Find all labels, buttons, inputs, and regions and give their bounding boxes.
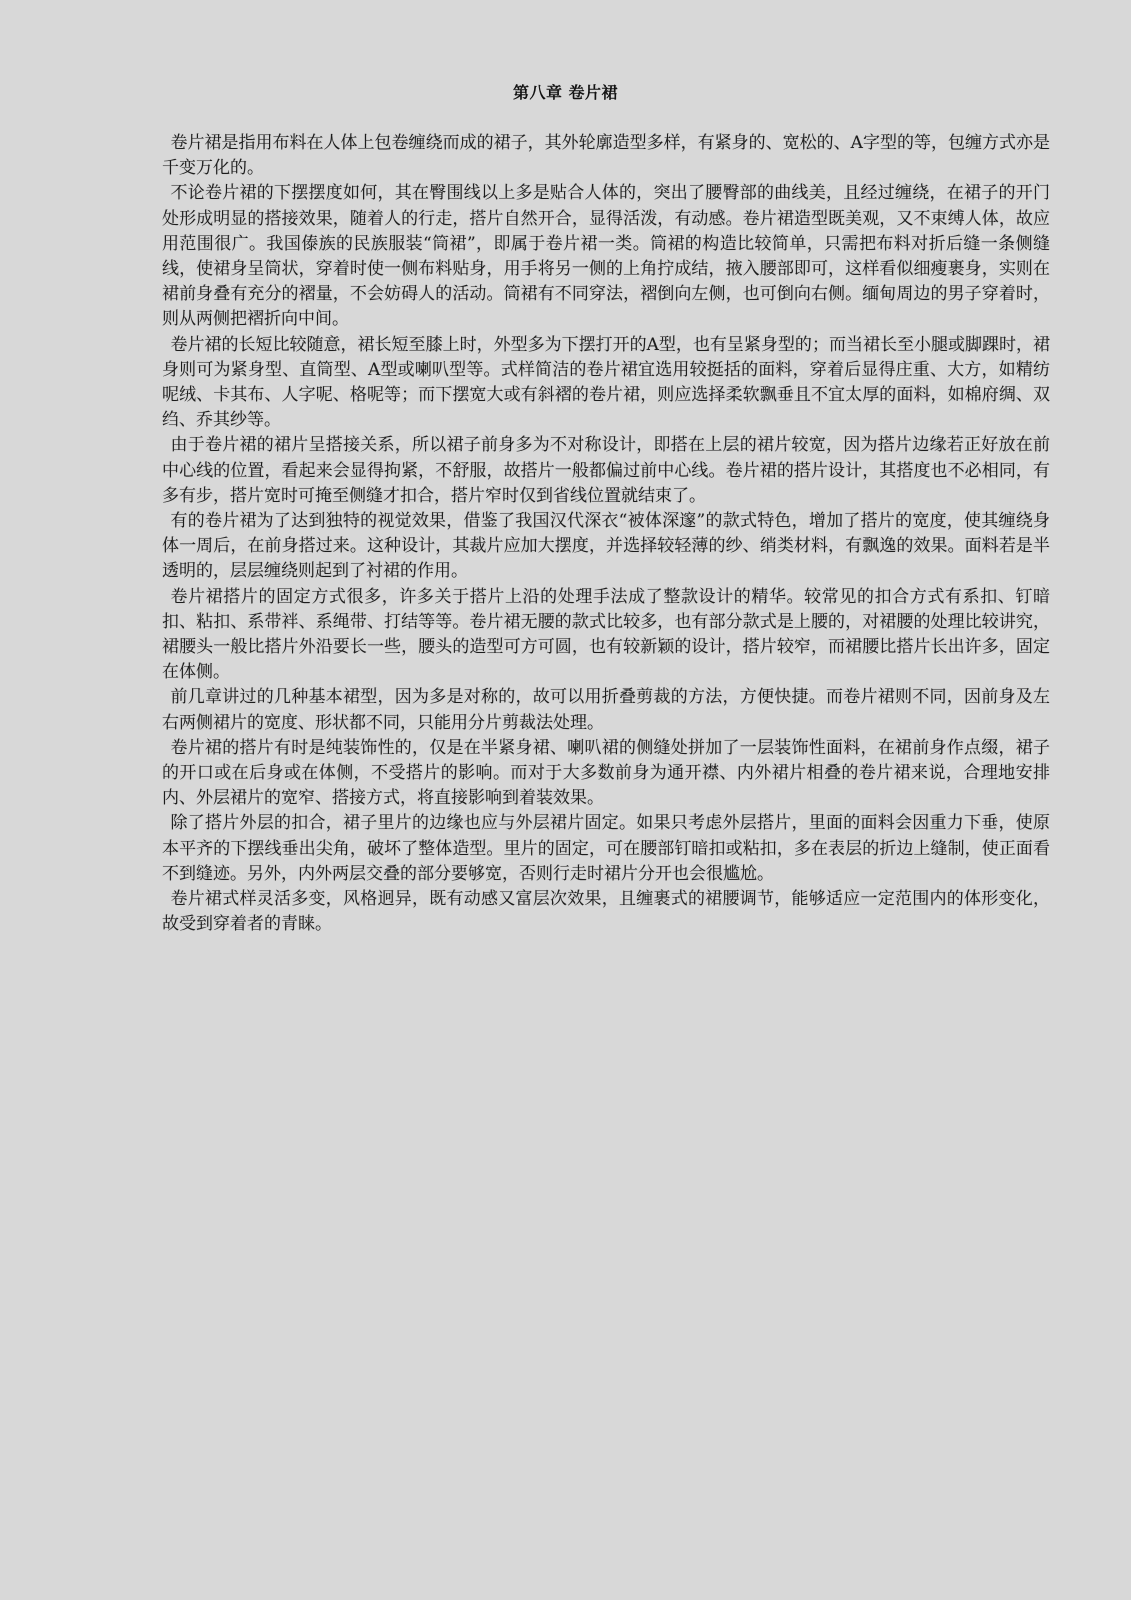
paragraph: 由于卷片裙的裙片呈搭接关系，所以裙子前身多为不对称设计，即搭在上层的裙片较宽，因为搭片边缘若正好放在前中心线的位置，看起来会显得拘紧，不舒服，故搭片一般都偏过前中心线。卷片裙的搭片设计，其搭度也不必相同，有多有步，搭片宽时可掩至侧缝才扣合，搭片窄时仅到省线位置就结束了。 [162,435,1050,506]
paragraph: 前几章讲过的几种基本裙型，因为多是对称的，故可以用折叠剪裁的方法，方便快捷。而卷片裙则不同，因前身及左右两侧裙片的宽度、形状都不同，只能用分片剪裁法处理。 [162,687,1050,733]
paragraph: 卷片裙式样灵活多变，风格迥异，既有动感又富层次效果，且缠裹式的裙腰调节，能够适应一定范围内的体形变化，故受到穿着者的青睐。 [162,889,1050,935]
paragraph: 不论卷片裙的下摆摆度如何，其在臀围线以上多是贴合人体的，突出了腰臀部的曲线美，且经过缠绕，在裙子的开门处形成明显的搭接效果，随着人的行走，搭片自然开合，显得活泼，有动感。卷片裙造型既美观，又不束缚人体，故应用范围很广。我国傣族的民族服装“筒裙”，即属于卷片裙一类。筒裙的构造比较简单，只需把布料对折后缝一条侧缝线，使裙身呈筒状，穿着时使一侧布料贴身，用手将另一侧的上角拧成结，掖入腰部即可，这样看似细瘦裹身，实则在裙前身叠有充分的褶量，不会妨碍人的活动。筒裙有不同穿法，褶倒向左侧，也可倒向右侧。缅甸周边的男子穿着时，则从两侧把褶折向中间。 [162,183,1050,330]
paragraph: 卷片裙搭片的固定方式很多，许多关于搭片上沿的处理手法成了整款设计的精华。较常见的扣合方式有系扣、钉暗扣、粘扣、系带袢、系绳带、打结等等。卷片裙无腰的款式比较多，也有部分款式是上腰的，对裙腰的处理比较讲究，裙腰头一般比搭片外沿要长一些，腰头的造型可方可圆，也有较新颖的设计，搭片较窄，而裙腰比搭片长出许多，固定在体侧。 [162,586,1050,683]
chapter-title: 第八章 卷片裙 [512,83,619,102]
body-text [162,131,1050,938]
paragraph: 卷片裙是指用布料在人体上包卷缠绕而成的裙子，其外轮廓造型多样，有紧身的、宽松的、A字型的等，包缠方式亦是千变万化的。 [162,133,1050,179]
paragraph: 卷片裙的搭片有时是纯装饰性的，仅是在半紧身裙、喇叭裙的侧缝处拼加了一层装饰性面料，在裙前身作点缀，裙子的开口或在后身或在体侧，不受搭片的影响。而对于大多数前身为通开襟、内外裙片相叠的卷片裙来说，合理地安排内、外层裙片的宽窄、搭接方式，将直接影响到着装效果。 [162,737,1050,809]
paragraph: 除了搭片外层的扣合，裙子里片的边缘也应与外层裙片固定。如果只考虑外层搭片，里面的面料会因重力下垂，使原本平齐的下摆线垂出尖角，破坏了整体造型。里片的固定，可在腰部钉暗扣或粘扣，多在表层的折边上缝制，使正面看不到缝迹。另外，内外两层交叠的部分要够宽，否则行走时裙片分开也会很尴尬。 [162,813,1050,884]
paragraph: 有的卷片裙为了达到独特的视觉效果，借鉴了我国汉代深衣“被体深邃”的款式特色，增加了搭片的宽度，使其缠绕身体一周后，在前身搭过来。这种设计，其裁片应加大摆度，并选择较轻薄的纱、绡类材料，有飘逸的效果。面料若是半透明的，层层缠绕则起到了衬裙的作用。 [162,511,1050,582]
paragraph: 卷片裙的长短比较随意，裙长短至膝上时，外型多为下摆打开的A型，也有呈紧身型的；而当裙长至小腿或脚踝时，裙身则可为紧身型、直筒型、A型或喇叭型等。式样简洁的卷片裙宜选用较挺括的面料，穿着后显得庄重、大方，如精纺呢绒、卡其布、人字呢、格呢等；而下摆宽大或有斜褶的卷片裙，则应选择柔软飘垂且不宜太厚的面料，如棉府绸、双绉、乔其纱等。 [162,334,1050,431]
